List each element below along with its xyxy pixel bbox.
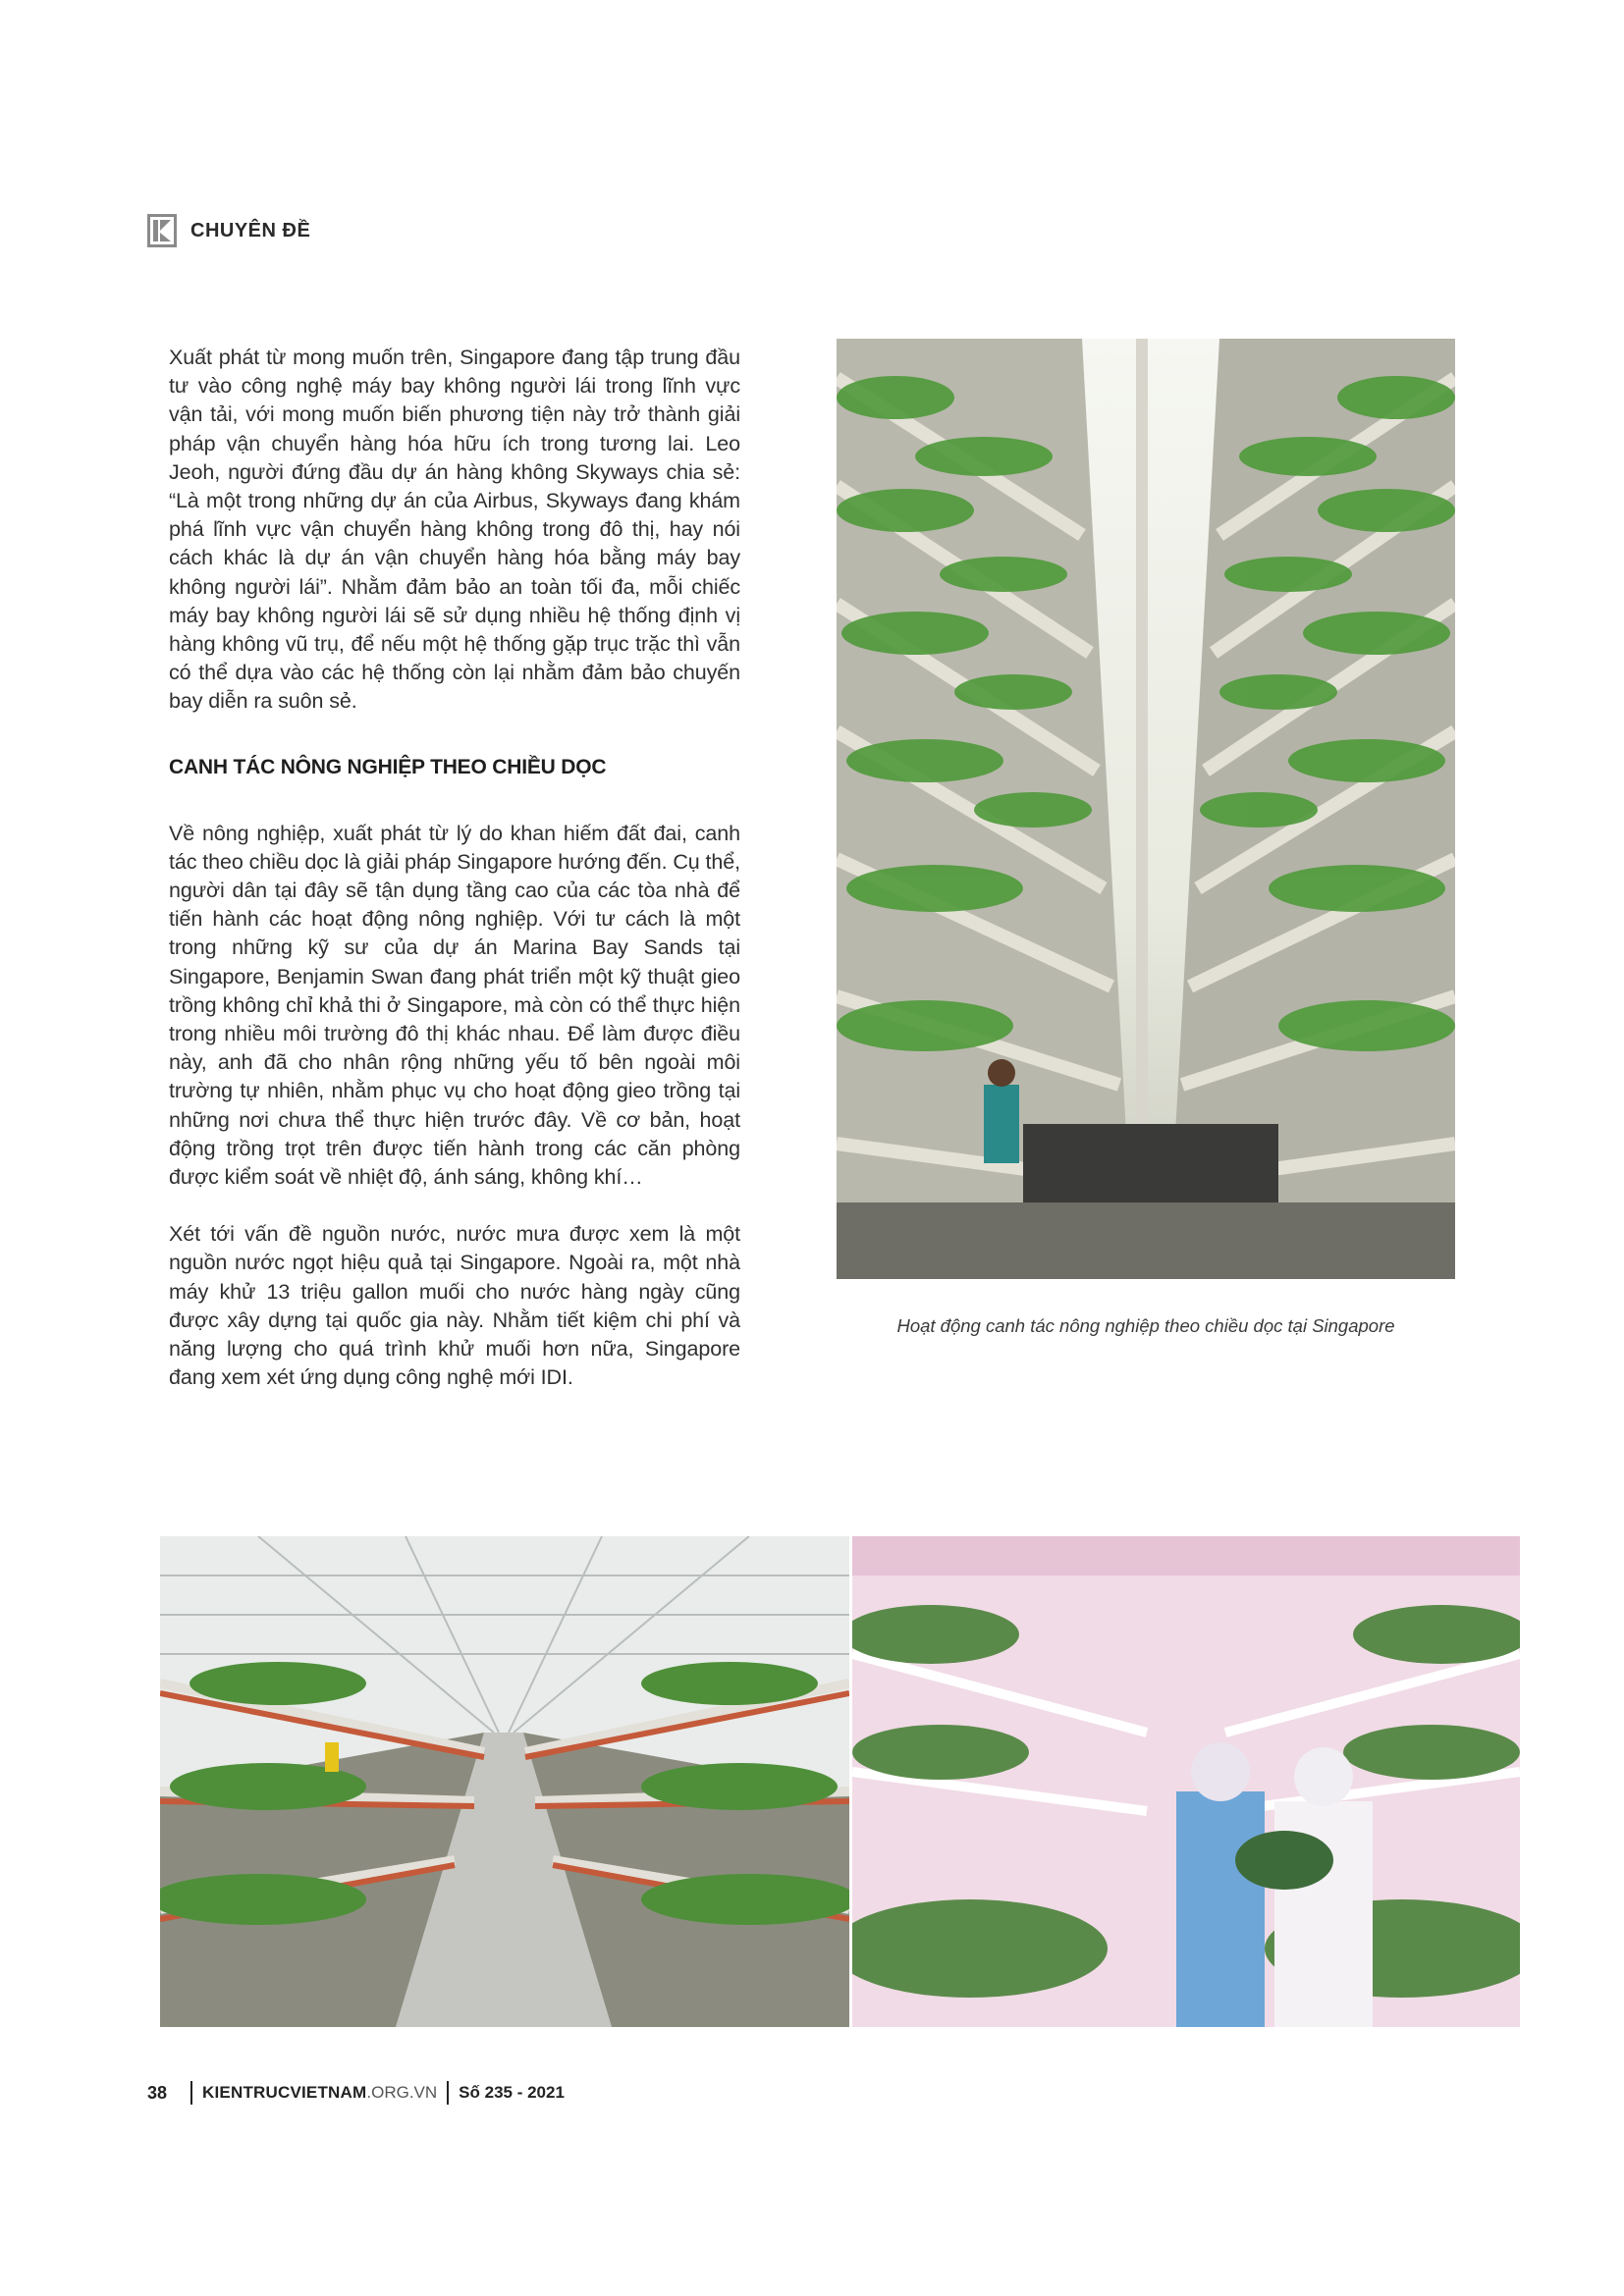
photo-greenhouse-strawberries bbox=[160, 1536, 849, 2027]
article-body bbox=[169, 344, 740, 1393]
section-label: CHUYÊN ĐỀ bbox=[190, 219, 311, 241]
paragraph-water-supply: Xét tới vấn đề nguồn nước, nước mưa được xem là một nguồn nước ngọt hiệu quả tại Singapore. Ngoài ra, một nhà máy khử 13 triệu gallon muối cho nước hàng ngày cũng được xây dựng tại quốc gia này. Nhằm tiết kiệm chi phí và năng lượng cho quá trình khử muối hơn nữa, Singapore đang xem xét ứng dụng công nghệ mới IDI. bbox=[169, 1222, 740, 1390]
photo-indoor-farm-workers bbox=[852, 1536, 1520, 2027]
page-footer bbox=[147, 2079, 565, 2107]
magazine-logo-icon bbox=[147, 214, 177, 247]
paragraph-vertical-farming: Về nông nghiệp, xuất phát từ lý do khan hiếm đất đai, canh tác theo chiều dọc là giải pháp Singapore hướng đến. Cụ thể, người dân tại đây sẽ tận dụng tầng cao của các tòa nhà để tiến hành các hoạt động nông nghiệp. Với tư cách là một trong những kỹ sư của dự án Marina Bay Sands tại Singapore, Benjamin Swan đang phát triển một kỹ thuật gieo trồng không chỉ khả thi ở Singapore, mà còn có thể thực hiện trong nhiều môi trường đô thị khác nhau. Để làm được điều này, anh đã cho nhân rộng những yếu tố bên ngoài môi trường tự nhiên, nhằm phục vụ cho hoạt động gieo trồng tại những nơi chưa thể thực hiện trước đây. Về cơ bản, hoạt động trồng trọt trên được tiến hành trong các căn phòng được kiểm soát về nhiệt độ, ánh sáng, không khí… bbox=[169, 821, 740, 1190]
site-name: KIENTRUCVIETNAM bbox=[202, 2083, 367, 2102]
issue-number: Số 235 - 2021 bbox=[459, 2083, 565, 2102]
photo-vertical-farm bbox=[837, 339, 1455, 1279]
section-header bbox=[147, 214, 310, 247]
footer-divider bbox=[190, 2081, 192, 2105]
footer-divider-2 bbox=[447, 2081, 449, 2105]
site-domain: .ORG.VN bbox=[366, 2083, 438, 2102]
subheading-vertical-farming: CANH TÁC NÔNG NGHIỆP THEO CHIỀU DỌC bbox=[169, 755, 607, 778]
page-number: 38 bbox=[147, 2082, 168, 2103]
paragraph-drone-delivery: Xuất phát từ mong muốn trên, Singapore đang tập trung đầu tư vào công nghệ máy bay không người lái trong lĩnh vực vận tải, với mong muốn biến phương tiện này trở thành giải pháp vận chuyển hàng hóa hữu ích trong tương lai. Leo Jeoh, người đứng đầu dự án hàng không Skyways chia sẻ: “Là một trong những dự án của Airbus, Skyways đang khám phá lĩnh vực vận chuyển hàng không trong đô thị, hay nói cách khác là dự án vận chuyển hàng hóa bằng máy bay không người lái”. Nhằm đảm bảo an toàn tối đa, mỗi chiếc máy bay không người lái sẽ sử dụng nhiều hệ thống định vị hàng không vũ trụ, để nếu một hệ thống gặp trục trặc thì vẫn có thể dựa vào các hệ thống còn lại nhằm đảm bảo chuyến bay diễn ra suôn sẻ. bbox=[169, 346, 740, 714]
photo-caption: Hoạt động canh tác nông nghiệp theo chiều dọc tại Singapore bbox=[896, 1315, 1395, 1336]
